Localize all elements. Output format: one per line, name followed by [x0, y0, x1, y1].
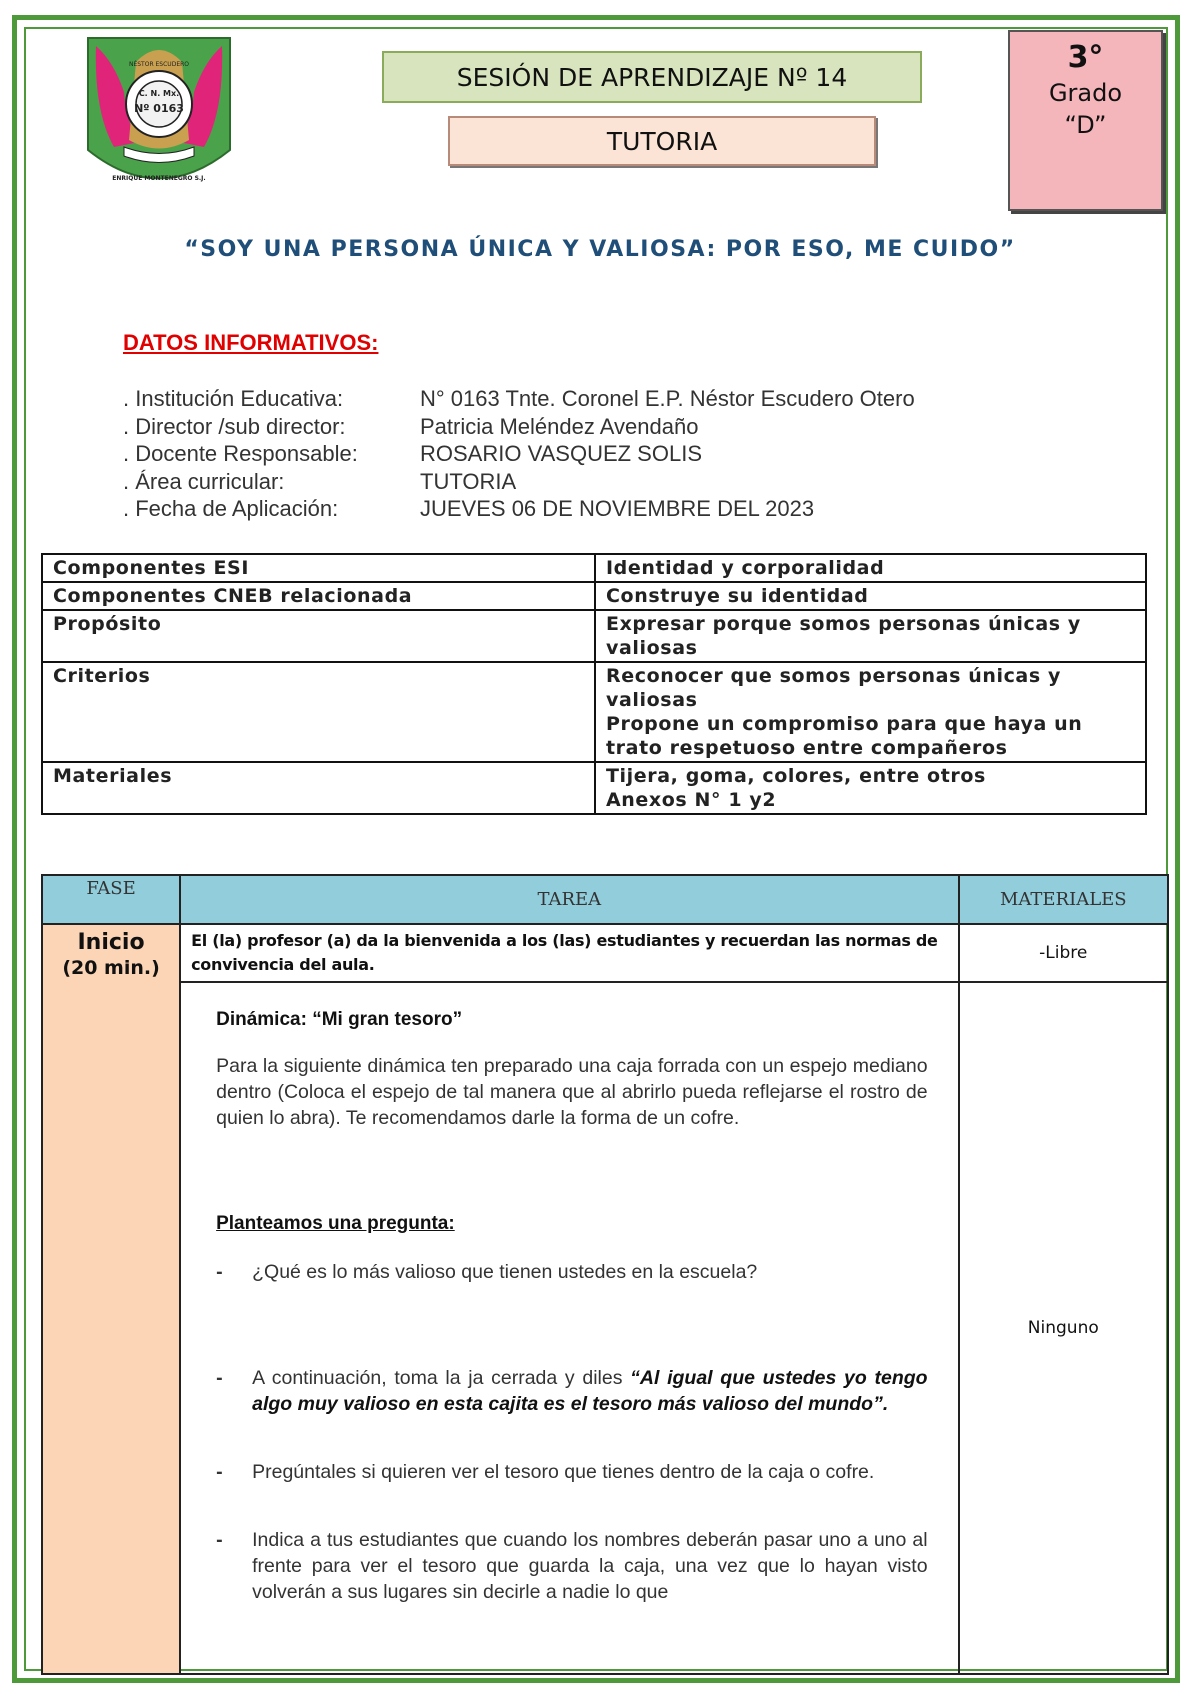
datos-value: Patricia Meléndez Avendaño — [420, 413, 699, 439]
table-row — [42, 582, 1146, 610]
datos-value: ROSARIO VASQUEZ SOLIS — [420, 441, 702, 466]
fase-inicio-time: (20 min.) — [62, 957, 160, 979]
school-logo — [84, 32, 234, 197]
header-tarea: TAREA — [180, 875, 958, 924]
welcome-material: -Libre — [959, 924, 1168, 982]
datos-value: N° 0163 Tnte. Coronel E.P. Néstor Escudero Otero — [420, 386, 915, 411]
table-cell-label: Criterios — [42, 662, 595, 762]
fase-inicio-cell — [42, 924, 180, 1674]
datos-label: . Docente Responsable: — [123, 441, 358, 466]
criterio-1: Reconocer que somos personas únicas y valiosas — [606, 665, 1061, 711]
table-cell-value — [595, 662, 1146, 762]
logo-middle-text: C. N. Mx. — [138, 89, 180, 98]
table-row — [42, 762, 1146, 814]
table-row — [42, 924, 1168, 982]
bullet-marker: - — [216, 1367, 223, 1389]
grade-number: 3° — [1067, 40, 1104, 75]
table-cell-value: Identidad y corporalidad — [595, 554, 1146, 582]
bullet-marker: - — [216, 1529, 223, 1551]
table-row — [42, 554, 1146, 582]
fase-inicio-label: Inicio — [77, 930, 145, 955]
logo-number: Nº 0163 — [134, 102, 184, 115]
table-cell-label: Propósito — [42, 610, 595, 662]
logo-top-text: NÉSTOR ESCUDERO — [128, 61, 190, 68]
esi-table — [41, 553, 1147, 815]
criterio-2: Propone un compromiso para que haya un trato respetuoso entre compañeros — [606, 713, 1083, 759]
grade-label: Grado — [1048, 79, 1123, 107]
list-item — [216, 1527, 927, 1605]
dynamic-title: Dinámica: “Mi gran tesoro” — [216, 1009, 463, 1030]
fase-table-header — [42, 875, 1168, 924]
bullet-text: A continuación, toma la ja cerrada y diles — [252, 1367, 631, 1389]
fase-table — [41, 874, 1169, 1675]
list-item — [216, 1259, 927, 1285]
dynamic-text: Para la siguiente dinámica ten preparado una caja forrada con un espejo mediano dentro (Coloca el espejo de tal manera que al abrirlo pueda reflejarse el rostro de quien lo abra). Te recomendamos darle la forma de un cofre. — [216, 1055, 928, 1129]
material-1: Tijera, goma, colores, entre otros — [606, 765, 986, 787]
datos-label: . Institución Educativa: — [123, 386, 344, 411]
bullet-text: Pregúntales si quieren ver el tesoro que tienes dentro de la caja o cofre. — [252, 1461, 875, 1483]
table-row — [42, 982, 1168, 1674]
dynamic-material: Ninguno — [959, 982, 1168, 1674]
datos-label: . Fecha de Aplicación: — [123, 496, 339, 521]
table-cell-value: Expresar porque somos personas únicas y valiosas — [595, 610, 1146, 662]
grade-section: “D” — [1064, 111, 1107, 139]
table-row — [42, 610, 1146, 662]
table-row — [42, 662, 1146, 762]
material-2: Anexos N° 1 y2 — [606, 789, 777, 811]
area-box: TUTORIA — [448, 116, 876, 166]
dynamic-task — [180, 982, 958, 1674]
bullet-marker: - — [216, 1461, 223, 1483]
bullet-marker: - — [216, 1261, 223, 1283]
logo-bottom-text: ENRIQUE MONTENEGRO S.J. — [112, 175, 206, 182]
header-materiales: MATERIALES — [959, 875, 1168, 924]
datos-label: . Área curricular: — [123, 468, 285, 494]
bullet-text: Indica a tus estudiantes que cuando los nombres deberán pasar uno a uno al frente para ver el tesoro que guarda la caja, una vez que lo hayan visto volverán a sus lugares sin decirle a nadie lo que — [252, 1529, 928, 1603]
grade-box — [1008, 30, 1163, 211]
datos-value: JUEVES 06 DE NOVIEMBRE DEL 2023 — [420, 496, 815, 521]
table-cell-label: Componentes CNEB relacionada — [42, 582, 595, 610]
table-cell-label: Materiales — [42, 762, 595, 814]
header-fase: FASE — [42, 875, 180, 924]
bullet-text: ¿Qué es lo más valioso que tienen ustedes en la escuela? — [252, 1261, 758, 1283]
table-cell-value — [595, 762, 1146, 814]
session-title: SESIÓN DE APRENDIZAJE Nº 14 — [382, 51, 922, 103]
session-main-title: “SOY UNA PERSONA ÚNICA Y VALIOSA: POR ESO, ME CUIDO” — [184, 237, 1016, 262]
datos-heading: DATOS INFORMATIVOS: — [123, 330, 379, 355]
welcome-task: El (la) profesor (a) da la bienvenida a los (las) estudiantes y recuerdan las normas de convivencia del aula. — [180, 924, 958, 982]
datos-value: TUTORIA — [420, 468, 517, 494]
question-title: Planteamos una pregunta: — [216, 1213, 455, 1234]
table-cell-value: Construye su identidad — [595, 582, 1146, 610]
list-item — [216, 1459, 927, 1485]
datos-label: . Director /sub director: — [123, 413, 346, 439]
bullet-emphasis: “Al igual que ustedes yo tengo algo muy valioso en esta cajita es el tesoro más valioso del mundo”. — [252, 1367, 928, 1415]
table-cell-label: Componentes ESI — [42, 554, 595, 582]
list-item — [216, 1365, 927, 1417]
